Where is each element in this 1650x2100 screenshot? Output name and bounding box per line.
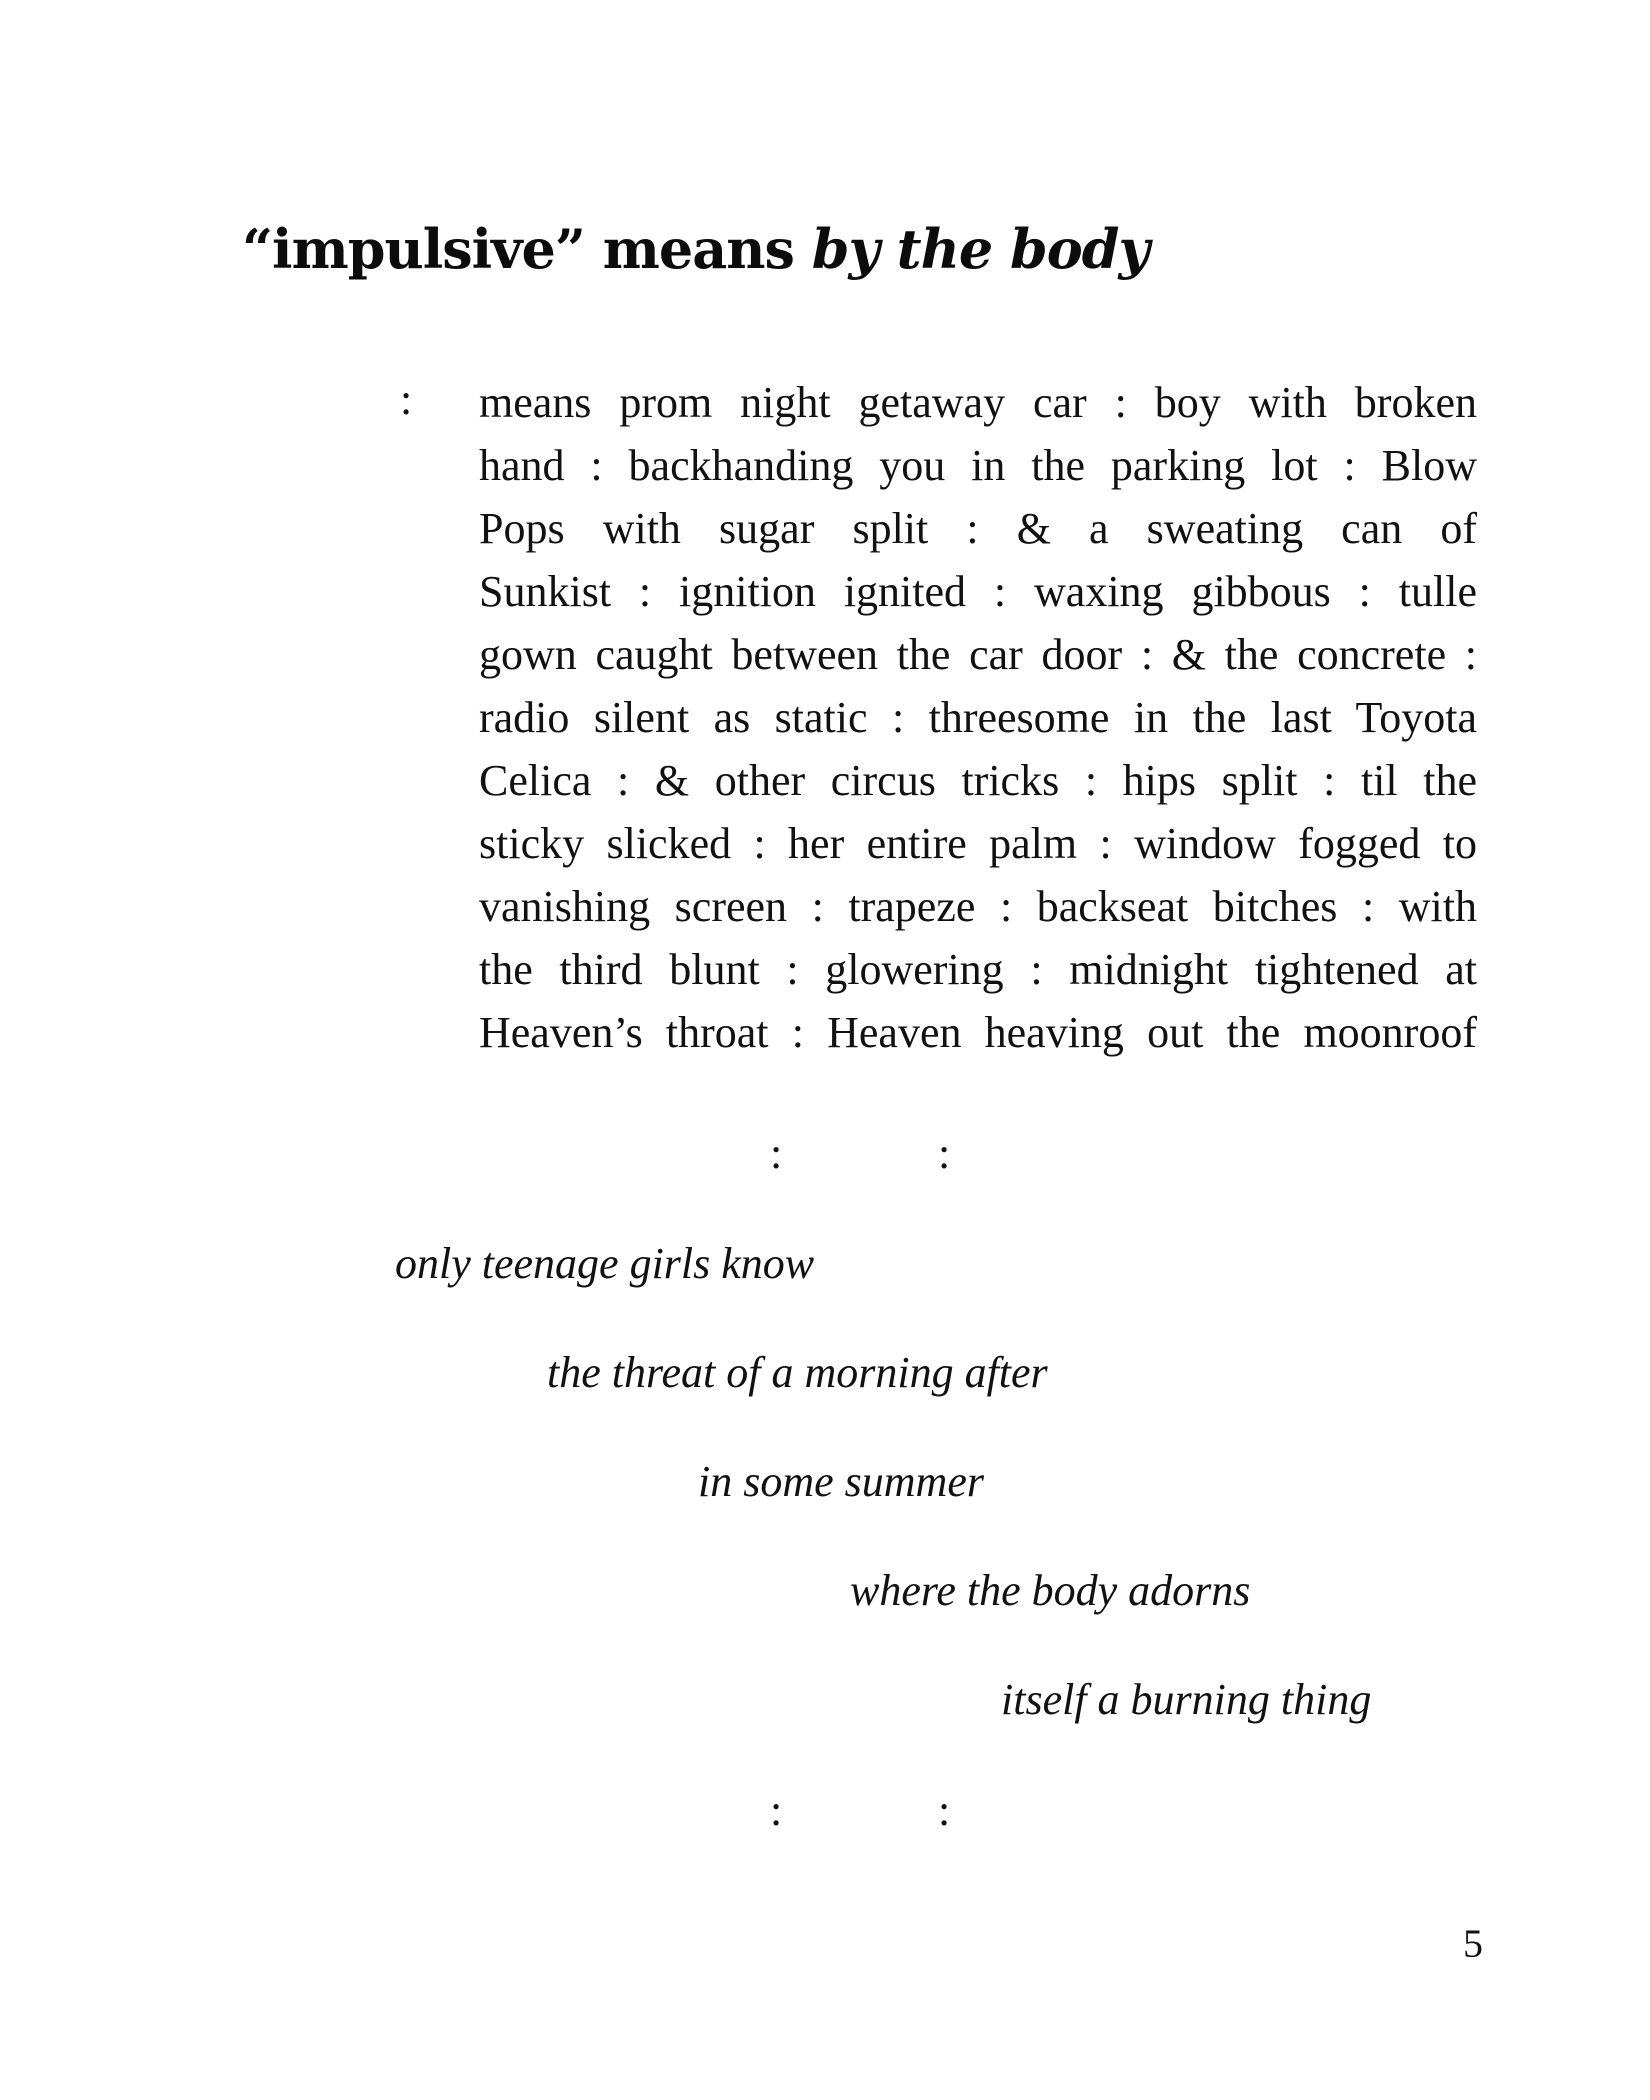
cascade-line: only teenage girls know (395, 1239, 815, 1288)
section-divider-bottom (0, 1786, 1650, 1839)
stanza-line: Heaven’s throat : Heaven heaving out the moonroof (479, 1008, 1477, 1057)
stanza-line: hand : backhanding you in the parking lot : Blow (479, 441, 1477, 490)
stanza-line: gown caught between the car door : & the concrete : (479, 630, 1477, 679)
stanza-line: radio silent as static : threesome in the last Toyota (479, 693, 1477, 742)
stanza-line: vanishing screen : trapeze : backseat bitches : with (479, 882, 1477, 931)
poem-title-italic: by the body (811, 217, 1149, 281)
cascade-line: the threat of a morning after (547, 1348, 1048, 1397)
stanza (479, 371, 1477, 1064)
divider-colon-right: : (938, 1129, 951, 1178)
stanza-line: Pops with sugar split : & a sweating can of (479, 504, 1477, 553)
stanza-line: Celica : & other circus tricks : hips split : til the (479, 756, 1477, 805)
cascade-line: in some summer (698, 1457, 984, 1506)
divider-colon-left: : (770, 1786, 783, 1835)
stanza-lead-colon: : (400, 375, 413, 424)
poem-title-plain: “impulsive” means (242, 217, 812, 281)
divider-colon-left: : (770, 1129, 783, 1178)
stanza-line: means prom night getaway car : boy with broken (479, 378, 1477, 427)
stanza-line: sticky slicked : her entire palm : window fogged to (479, 819, 1477, 868)
divider-colon-right: : (938, 1786, 951, 1835)
page-number: 5 (1463, 1921, 1483, 1966)
cascade-line: where the body adorns (850, 1566, 1251, 1615)
stanza-line: Sunkist : ignition ignited : waxing gibbous : tulle (479, 567, 1477, 616)
cascade-line: itself a burning thing (1001, 1675, 1372, 1724)
poem-title (242, 217, 1149, 281)
section-divider-top (0, 1129, 1650, 1182)
stanza-line: the third blunt : glowering : midnight tightened at (479, 945, 1477, 994)
